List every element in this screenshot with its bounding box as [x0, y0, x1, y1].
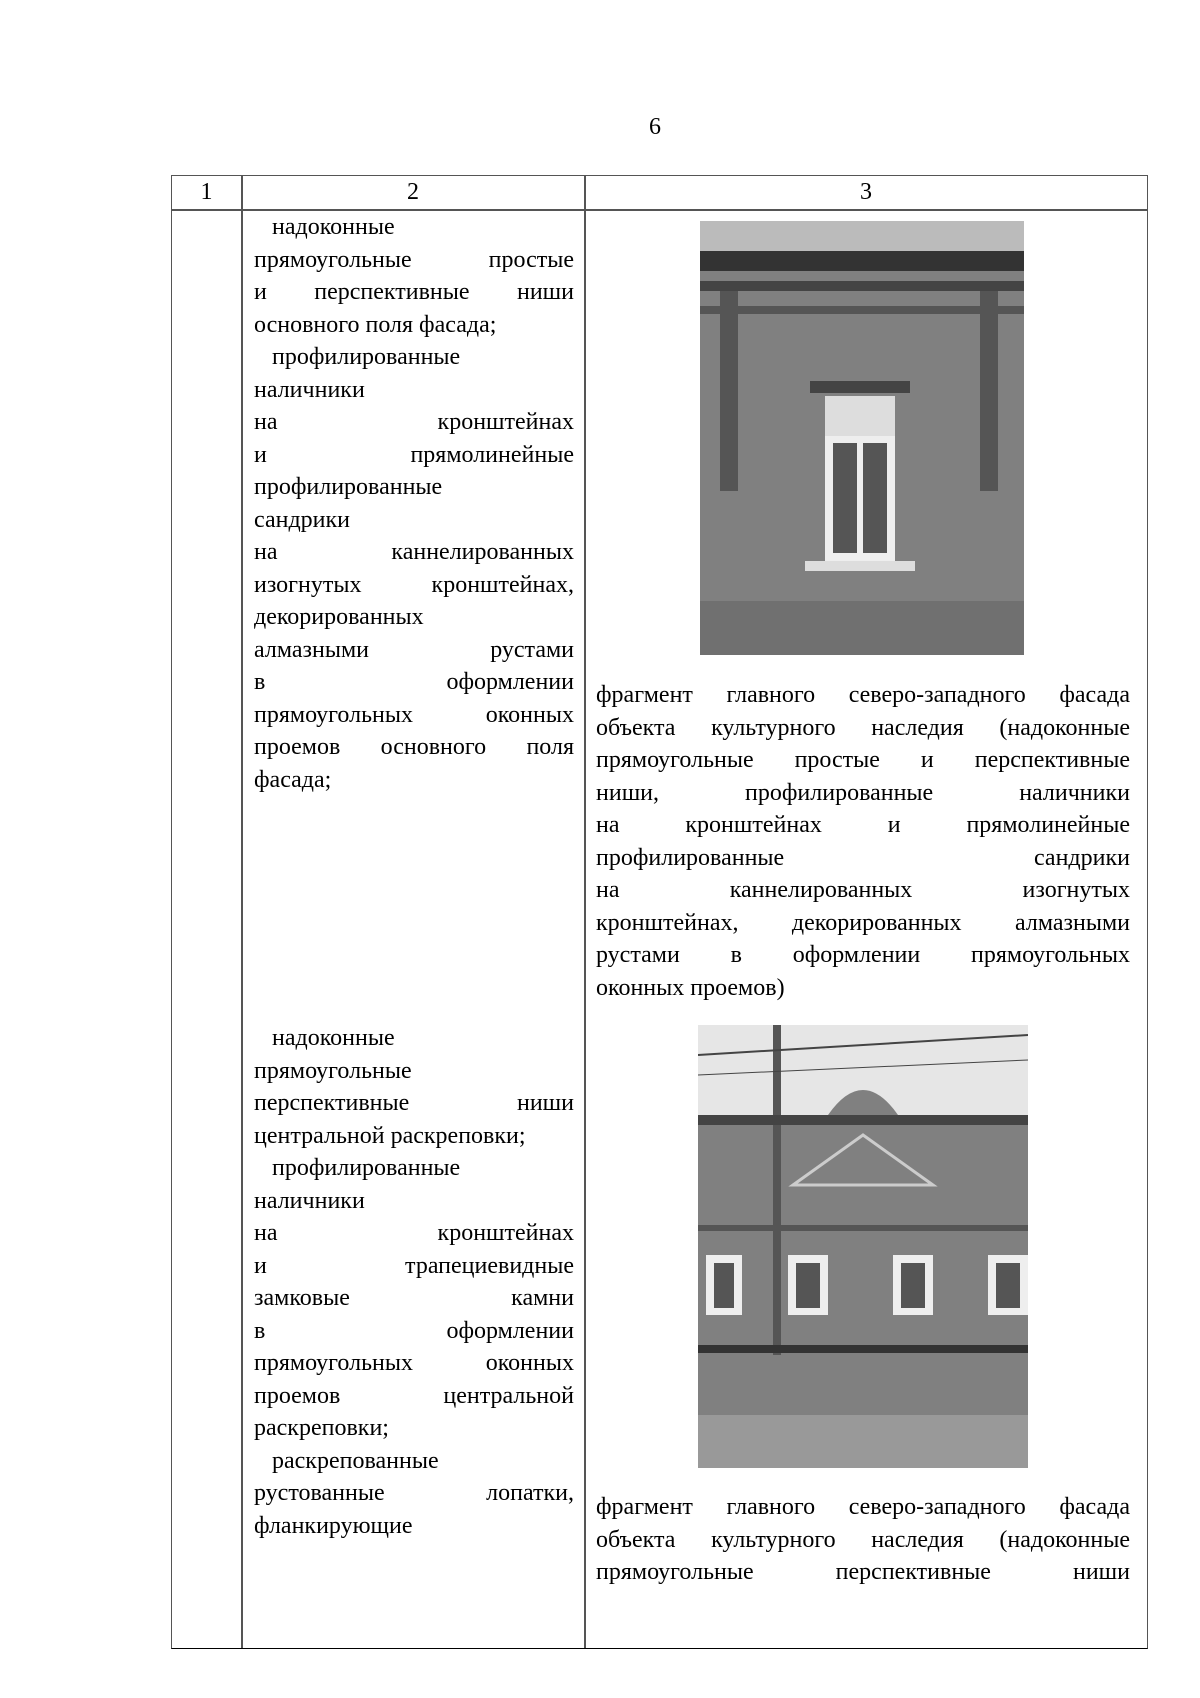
text-line: объекта культурного наследия (надоконные	[596, 714, 1130, 741]
text-line: изогнутых кронштейнах,	[254, 571, 574, 598]
text-line: на кронштейнах	[254, 1220, 574, 1246]
text-line: перспективные ниши	[254, 1090, 574, 1116]
text-line: основного поля фасада;	[254, 311, 497, 338]
text-line: наличники	[254, 376, 365, 403]
text-line: на каннелированных изогнутых	[596, 877, 1130, 903]
text-line: профилированные	[254, 474, 443, 500]
text-line: фрагмент главного северо-западного фасада	[596, 1494, 1130, 1520]
text-line: прямоугольных оконных	[254, 1350, 574, 1376]
text-line: проемов центральной	[254, 1382, 574, 1409]
text-line: на каннелированных	[254, 539, 574, 565]
photo-caption-1	[596, 679, 1130, 1004]
text-line: в оформлении	[254, 1317, 574, 1344]
header-col-3: 3	[860, 179, 872, 205]
facade-photo-2	[698, 1025, 1028, 1468]
description-block-2	[254, 1022, 574, 1542]
text-line: рустованные лопатки,	[254, 1480, 574, 1506]
text-line: профилированные	[272, 344, 461, 370]
text-line: декорированных	[254, 604, 424, 630]
text-line: проемов основного поля	[254, 734, 574, 760]
column-divider	[241, 176, 243, 1648]
page-number: 6	[649, 114, 661, 140]
text-line: кронштейнах, декорированных алмазными	[596, 909, 1130, 936]
text-line: профилированные сандрики	[596, 844, 1130, 871]
text-line: сандрики	[254, 506, 350, 533]
text-line: алмазными рустами	[254, 636, 574, 663]
facade-photo-1	[700, 221, 1024, 655]
text-line: прямоугольные простые	[254, 246, 574, 273]
text-line: на кронштейнах и прямолинейные	[596, 812, 1130, 838]
text-line: профилированные	[272, 1155, 461, 1181]
text-line: наличники	[254, 1187, 365, 1214]
text-line: в оформлении	[254, 669, 574, 695]
text-line: прямоугольные перспективные ниши	[596, 1559, 1130, 1585]
text-line: фрагмент главного северо-западного фасада	[596, 682, 1130, 708]
text-line: объекта культурного наследия (надоконные	[596, 1526, 1130, 1553]
description-block-1	[254, 211, 574, 796]
text-line: раскрепованные	[272, 1447, 439, 1474]
text-line: надоконные	[272, 1025, 395, 1051]
text-line: оконных проемов)	[596, 974, 785, 1001]
text-line: и перспективные ниши	[254, 279, 574, 305]
text-line: рустами в оформлении прямоугольных	[596, 942, 1130, 968]
text-line: центральной раскреповки;	[254, 1122, 526, 1149]
header-col-2: 2	[407, 179, 419, 205]
text-line: замковые камни	[254, 1285, 574, 1311]
header-col-1: 1	[200, 179, 213, 205]
text-line: прямоугольные	[254, 1057, 412, 1084]
text-line: ниши, профилированные наличники	[596, 779, 1130, 806]
text-line: фасада;	[254, 766, 332, 793]
text-line: и трапециевидные	[254, 1252, 574, 1279]
text-line: фланкирующие	[254, 1512, 413, 1539]
column-divider	[584, 176, 586, 1648]
text-line: прямоугольных оконных	[254, 701, 574, 728]
text-line: и прямолинейные	[254, 441, 574, 468]
text-line: на кронштейнах	[254, 409, 574, 435]
photo-caption-2	[596, 1491, 1130, 1589]
text-line: раскреповки;	[254, 1415, 389, 1441]
text-line: надоконные	[272, 214, 395, 240]
text-line: прямоугольные простые и перспективные	[596, 747, 1130, 773]
